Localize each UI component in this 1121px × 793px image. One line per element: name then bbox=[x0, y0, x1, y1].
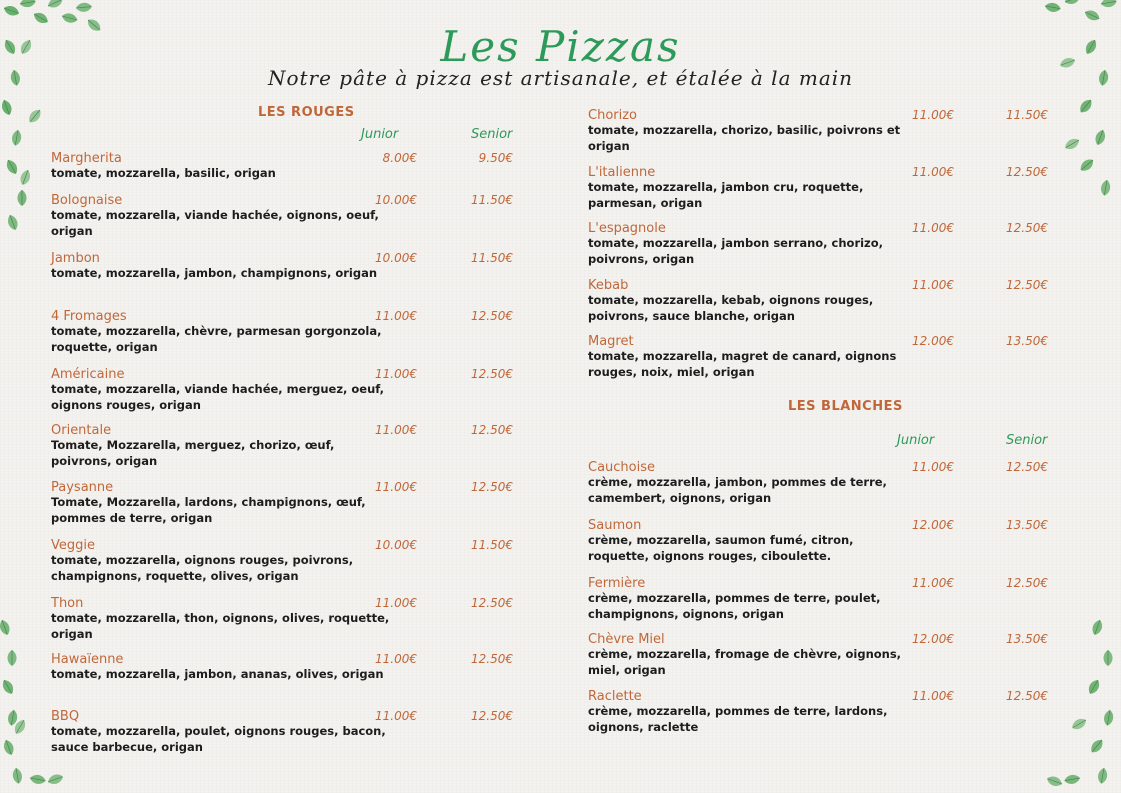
price-senior: 12.50€ bbox=[471, 309, 513, 323]
price-senior: 12.50€ bbox=[471, 367, 513, 381]
price-junior: 11.00€ bbox=[912, 165, 954, 179]
leaf-icon bbox=[76, 2, 93, 12]
menu-item-name: L'italienne bbox=[588, 165, 656, 180]
menu-item-description: crème, mozzarella, fromage de chèvre, oignons, miel, origan bbox=[588, 647, 902, 677]
menu-item-name: Kebab bbox=[588, 278, 629, 293]
leaf-icon bbox=[1063, 774, 1080, 786]
menu-item-name: Hawaïenne bbox=[51, 652, 124, 667]
menu-item-description: tomate, mozzarella, poulet, oignons rouges, bacon, sauce barbecue, origan bbox=[51, 724, 386, 754]
price-senior: 12.50€ bbox=[471, 423, 513, 437]
column-header-junior-blanches: Junior bbox=[897, 433, 935, 448]
leaf-icon bbox=[1044, 2, 1061, 14]
price-junior: 12.00€ bbox=[912, 334, 954, 348]
leaf-icon bbox=[19, 0, 36, 8]
menu-item-description: Tomate, Mozzarella, lardons, champignons, œuf, pommes de terre, origan bbox=[51, 495, 366, 525]
price-junior: 11.00€ bbox=[375, 480, 417, 494]
column-header-senior-blanches: Senior bbox=[1006, 433, 1048, 448]
leaf-icon bbox=[2, 738, 16, 756]
price-senior: 12.50€ bbox=[471, 596, 513, 610]
leaf-icon bbox=[6, 213, 20, 231]
price-senior: 12.50€ bbox=[1006, 460, 1048, 474]
price-senior: 12.50€ bbox=[1006, 165, 1048, 179]
menu-item-name: Saumon bbox=[588, 518, 642, 533]
leaf-icon bbox=[1104, 650, 1113, 666]
price-junior: 8.00€ bbox=[382, 151, 417, 165]
menu-item-description: tomate, mozzarella, kebab, oignons rouges, poivrons, sauce blanche, origan bbox=[588, 293, 874, 323]
leaf-icon bbox=[4, 158, 20, 176]
menu-item-description: crème, mozzarella, pommes de terre, poulet, champignons, oignons, origan bbox=[588, 591, 881, 621]
menu-item-description: crème, mozzarella, jambon, pommes de terre, camembert, oignons, origan bbox=[588, 475, 887, 505]
leaf-icon bbox=[18, 190, 27, 206]
leaf-icon bbox=[1086, 678, 1102, 696]
leaf-icon bbox=[1100, 0, 1117, 8]
price-junior: 11.00€ bbox=[375, 423, 417, 437]
menu-item-description: tomate, mozzarella, jambon, champignons, origan bbox=[51, 266, 378, 280]
section-title-rouges: LES ROUGES bbox=[258, 105, 355, 120]
menu-item-name: Paysanne bbox=[51, 480, 114, 495]
price-junior: 11.00€ bbox=[912, 278, 954, 292]
leaf-icon bbox=[1078, 157, 1096, 174]
price-junior: 11.00€ bbox=[375, 709, 417, 723]
price-senior: 13.50€ bbox=[1006, 334, 1048, 348]
menu-item-description: tomate, mozzarella, chorizo, basilic, poivrons et origan bbox=[588, 123, 901, 153]
price-senior: 11.50€ bbox=[1006, 108, 1048, 122]
menu-item-name: Veggie bbox=[51, 538, 95, 553]
leaf-icon bbox=[1097, 767, 1109, 784]
leaf-icon bbox=[0, 618, 12, 636]
column-header-senior: Senior bbox=[471, 127, 513, 142]
menu-item-description: tomate, mozzarella, magret de canard, oignons rouges, noix, miel, origan bbox=[588, 349, 897, 379]
price-senior: 9.50€ bbox=[478, 151, 513, 165]
menu-item-name: Raclette bbox=[588, 689, 642, 704]
menu-item-description: tomate, mozzarella, viande hachée, merguez, oeuf, oignons rouges, origan bbox=[51, 382, 385, 412]
menu-item-description: crème, mozzarella, pommes de terre, lardons, oignons, raclette bbox=[588, 704, 888, 734]
menu-item-name: Margherita bbox=[51, 151, 122, 166]
menu-item-description: tomate, mozzarella, oignons rouges, poivrons, champignons, roquette, olives, origan bbox=[51, 553, 354, 583]
price-senior: 12.50€ bbox=[1006, 576, 1048, 590]
price-junior: 11.00€ bbox=[375, 367, 417, 381]
menu-item-name: Fermière bbox=[588, 576, 646, 591]
price-junior: 11.00€ bbox=[912, 576, 954, 590]
leaf-icon bbox=[1077, 97, 1094, 115]
leaf-icon bbox=[12, 767, 24, 784]
page-subtitle: Notre pâte à pizza est artisanale, et étalée à la main bbox=[267, 66, 854, 90]
price-junior: 11.00€ bbox=[912, 221, 954, 235]
price-senior: 12.50€ bbox=[1006, 689, 1048, 703]
price-junior: 11.00€ bbox=[375, 652, 417, 666]
leaf-icon bbox=[29, 774, 46, 786]
leaf-icon bbox=[1090, 618, 1104, 636]
price-senior: 11.50€ bbox=[471, 193, 513, 207]
section-title-blanches: LES BLANCHES bbox=[788, 399, 903, 414]
leaf-decoration-bottom-right bbox=[1040, 600, 1121, 793]
leaf-icon bbox=[1045, 774, 1063, 788]
menu-item-name: L'espagnole bbox=[588, 221, 666, 236]
price-junior: 10.00€ bbox=[375, 538, 417, 552]
price-junior: 11.00€ bbox=[912, 108, 954, 122]
menu-item-description: tomate, mozzarella, jambon serrano, chorizo, poivrons, origan bbox=[588, 236, 884, 266]
menu-item-name: Américaine bbox=[51, 367, 125, 382]
page-title: Les Pizzas bbox=[440, 22, 681, 71]
menu-item-name: 4 Fromages bbox=[51, 309, 127, 324]
leaf-icon bbox=[1100, 179, 1112, 196]
menu-item-name: Chorizo bbox=[588, 108, 638, 123]
menu-item-name: Chèvre Miel bbox=[588, 632, 665, 647]
leaf-icon bbox=[11, 129, 23, 146]
leaf-icon bbox=[0, 98, 14, 116]
leaf-icon bbox=[1083, 8, 1101, 23]
price-senior: 12.50€ bbox=[1006, 221, 1048, 235]
price-senior: 12.50€ bbox=[1006, 278, 1048, 292]
menu-item-description: tomate, mozzarella, jambon, ananas, olives, origan bbox=[51, 667, 384, 681]
menu-item-description: tomate, mozzarella, thon, oignons, olives, roquette, origan bbox=[51, 611, 390, 641]
column-header-junior: Junior bbox=[361, 127, 399, 142]
leaf-icon bbox=[2, 4, 20, 18]
leaf-icon bbox=[1103, 709, 1115, 726]
leaf-icon bbox=[18, 168, 32, 186]
menu-item-name: Thon bbox=[51, 596, 84, 611]
leaf-icon bbox=[1070, 716, 1088, 732]
price-senior: 12.50€ bbox=[471, 480, 513, 494]
price-junior: 12.00€ bbox=[912, 632, 954, 646]
leaf-icon bbox=[46, 772, 64, 786]
leaf-icon bbox=[0, 678, 16, 696]
menu-item-name: Orientale bbox=[51, 423, 112, 438]
menu-item-name: Magret bbox=[588, 334, 634, 349]
menu-item-description: Tomate, Mozzarella, merguez, chorizo, œuf, poivrons, origan bbox=[51, 438, 335, 468]
price-junior: 11.00€ bbox=[912, 689, 954, 703]
menu-item-name: BBQ bbox=[51, 709, 80, 724]
leaf-icon bbox=[1063, 0, 1081, 6]
leaf-icon bbox=[46, 0, 64, 10]
leaf-icon bbox=[1088, 737, 1105, 755]
price-senior: 12.50€ bbox=[471, 652, 513, 666]
menu-item-description: tomate, mozzarella, jambon cru, roquette, parmesan, origan bbox=[588, 180, 864, 210]
price-junior: 11.00€ bbox=[375, 309, 417, 323]
price-senior: 11.50€ bbox=[471, 251, 513, 265]
menu-item-name: Bolognaise bbox=[51, 193, 123, 208]
menu-item-description: crème, mozzarella, saumon fumé, citron, roquette, oignons rouges, ciboulette. bbox=[588, 533, 854, 563]
menu-item-name: Cauchoise bbox=[588, 460, 656, 475]
price-senior: 13.50€ bbox=[1006, 632, 1048, 646]
menu-item-description: tomate, mozzarella, chèvre, parmesan gorgonzola, roquette, origan bbox=[51, 324, 382, 354]
leaf-icon bbox=[1063, 136, 1081, 152]
price-senior: 13.50€ bbox=[1006, 518, 1048, 532]
price-junior: 12.00€ bbox=[912, 518, 954, 532]
price-junior: 10.00€ bbox=[375, 193, 417, 207]
price-senior: 12.50€ bbox=[471, 709, 513, 723]
leaf-icon bbox=[8, 650, 17, 666]
price-senior: 11.50€ bbox=[471, 538, 513, 552]
leaf-icon bbox=[1093, 128, 1107, 146]
menu-item-description: tomate, mozzarella, basilic, origan bbox=[51, 166, 276, 180]
price-junior: 11.00€ bbox=[375, 596, 417, 610]
price-junior: 10.00€ bbox=[375, 251, 417, 265]
menu-item-name: Jambon bbox=[51, 251, 100, 266]
price-junior: 11.00€ bbox=[912, 460, 954, 474]
menu-item-description: tomate, mozzarella, viande hachée, oignons, oeuf, origan bbox=[51, 208, 379, 238]
leaf-icon bbox=[26, 107, 43, 125]
